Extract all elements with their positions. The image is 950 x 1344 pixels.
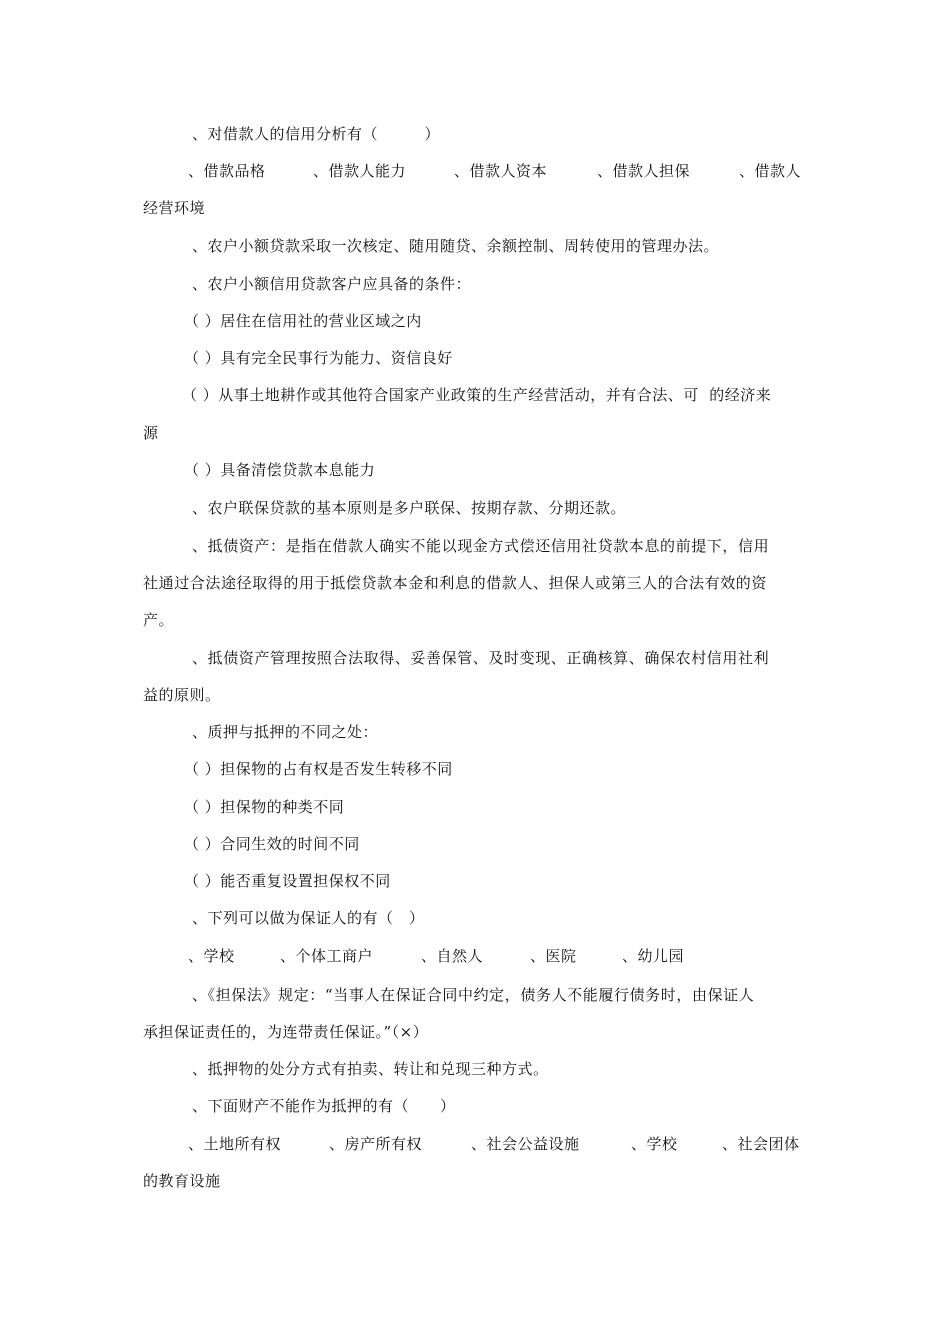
statement-line: 承担保证责任的，为连带责任保证。”（×）	[143, 1023, 429, 1041]
option-e: 、借款人	[739, 162, 802, 180]
option-b: 、房产所有权	[329, 1135, 423, 1153]
statement: 、抵押物的处分方式有拍卖、转让和兑现三种方式。	[192, 1060, 549, 1078]
statement-line: 、《担保法》规定：“当事人在保证合同中约定，债务人不能履行债务时，由保证人	[192, 986, 755, 1004]
statement: 、农户小额贷款采取一次核定、随用随贷、余额控制、周转使用的管理办法。	[192, 237, 720, 255]
definition-line: 产。	[143, 611, 175, 629]
definition-line: 、抵债资产：是指在借款人确实不能以现金方式偿还信用社贷款本息的前提下，信用	[192, 537, 770, 555]
condition-item-continuation: 源	[143, 424, 159, 442]
difference-item: （ ）担保物的种类不同	[184, 798, 345, 816]
statement: 、农户联保贷款的基本原则是多户联保、按期存款、分期还款。	[192, 499, 627, 517]
statement-line: 、抵债资产管理按照合法取得、妥善保管、及时变现、正确核算、确保农村信用社利	[192, 649, 770, 667]
condition-item: （ ）居住在信用社的营业区域之内	[184, 312, 422, 330]
definition-line: 社通过合法途径取得的用于抵偿贷款本金和利息的借款人、担保人或第三人的合法有效的资	[143, 574, 768, 592]
option-d: 、学校	[631, 1135, 678, 1153]
option-b: 、借款人能力	[313, 162, 407, 180]
option-c: 、借款人资本	[454, 162, 548, 180]
condition-item: （ ）具备清偿贷款本息能力	[184, 461, 376, 479]
difference-item: （ ）能否重复设置担保权不同	[184, 872, 391, 890]
question-stem: 、对借款人的信用分析有（ ）	[192, 125, 441, 143]
question-stem: 、下面财产不能作为抵押的有（ ）	[192, 1097, 456, 1115]
difference-item: （ ）合同生效的时间不同	[184, 835, 360, 853]
question-stem: 、下列可以做为保证人的有（ ）	[192, 909, 425, 927]
option-b: 、个体工商户	[280, 947, 374, 965]
option-d: 、借款人担保	[597, 162, 691, 180]
option-d: 、医院	[530, 947, 577, 965]
option-a: 、土地所有权	[188, 1135, 282, 1153]
option-e: 、幼儿园	[622, 947, 685, 965]
difference-item: （ ）担保物的占有权是否发生转移不同	[184, 760, 453, 778]
option-c: 、社会公益设施	[471, 1135, 580, 1153]
option-e: 、社会团体	[722, 1135, 800, 1153]
option-c: 、自然人	[421, 947, 484, 965]
question-stem: 、质押与抵押的不同之处：	[192, 723, 379, 741]
option-a: 、学校	[188, 947, 235, 965]
question-stem: 、农户小额信用贷款客户应具备的条件：	[192, 275, 472, 293]
condition-item: （ ）从事土地耕作或其他符合国家产业政策的生产经营活动，并有合法、可 的经济来	[182, 386, 772, 404]
condition-item: （ ）具有完全民事行为能力、资信良好	[184, 349, 453, 367]
option-a: 、借款品格	[188, 162, 266, 180]
option-continuation: 经营环境	[143, 199, 206, 217]
statement-line: 益的原则。	[143, 686, 221, 704]
option-continuation: 的教育设施	[143, 1172, 221, 1190]
